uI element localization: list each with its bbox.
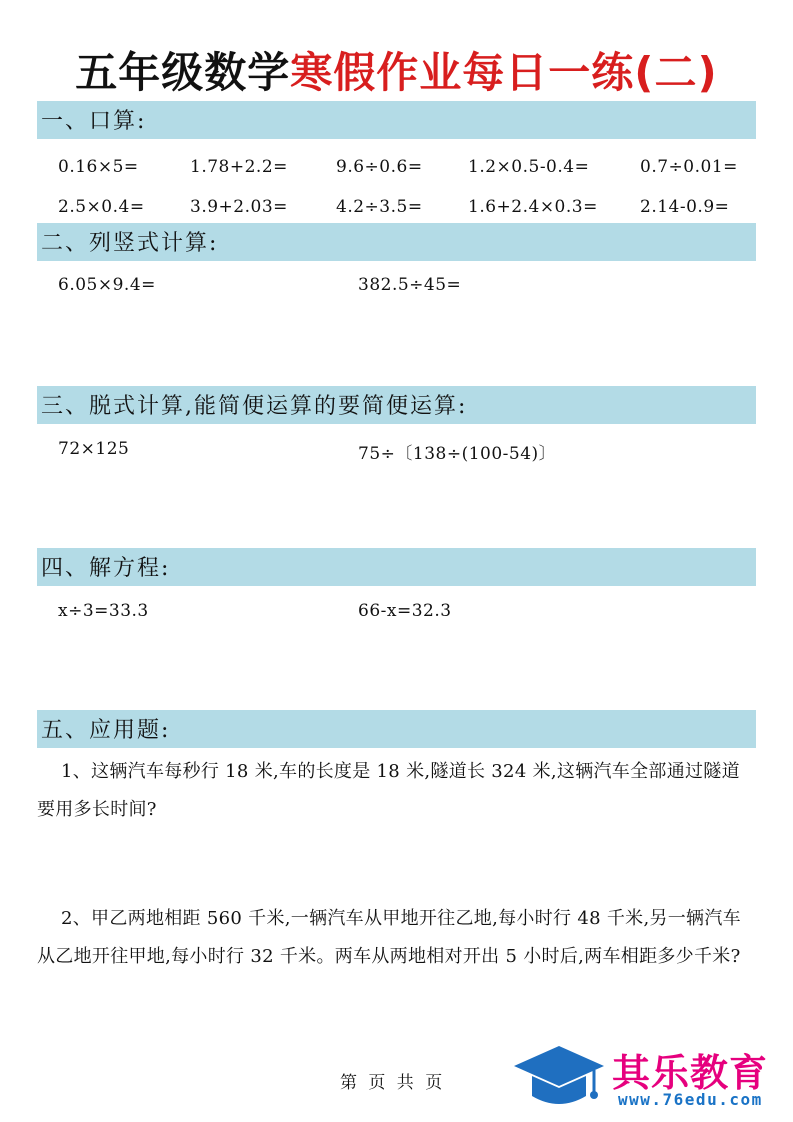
oral-item: 1.78+2.2=: [190, 157, 288, 177]
section-1-header: [37, 101, 756, 139]
stepwise-calc-item: 75÷〔138÷(100-54)〕: [358, 444, 557, 464]
vertical-calc-item: 6.05×9.4=: [58, 275, 156, 295]
stepwise-calc-item: 72×125: [58, 439, 130, 459]
page-title: [0, 40, 793, 100]
section-4-header: [37, 548, 756, 586]
page-footer: 第 页 共 页: [340, 1073, 443, 1093]
logo-url: www.76edu.com: [618, 1090, 763, 1109]
oral-item: 1.2×0.5-0.4=: [468, 157, 590, 177]
equation-item: 66-x=32.3: [358, 601, 452, 621]
oral-item: 3.9+2.03=: [190, 197, 288, 217]
section-5-label: 五、应用题:: [41, 718, 171, 743]
word-problem-2: 2、甲乙两地相距 560 千米,一辆汽车从甲地开往乙地,每小时行 48 千米,另一辆汽车从乙地开往甲地,每小时行 32 千米。两车从两地相对开出 5 小时后,两车相距多少千米?: [37, 908, 741, 967]
graduation-cap-icon: [510, 1040, 608, 1116]
title-part1: 五年级数学: [75, 48, 291, 97]
oral-item: 0.16×5=: [58, 157, 139, 177]
section-3-header: [37, 386, 756, 424]
section-4-label: 四、解方程:: [41, 556, 171, 581]
section-3-label: 三、脱式计算,能简便运算的要简便运算:: [41, 394, 468, 419]
vertical-calc-item: 382.5÷45=: [358, 275, 462, 295]
oral-item: 2.5×0.4=: [58, 197, 145, 217]
title-part2: 寒假作业每日一练(二): [290, 48, 718, 97]
section-2-label: 二、列竖式计算:: [41, 231, 219, 256]
oral-item: 4.2÷3.5=: [336, 197, 423, 217]
oral-item: 0.7÷0.01=: [640, 157, 738, 177]
word-problem-1: 1、这辆汽车每秒行 18 米,车的长度是 18 米,隧道长 324 米,这辆汽车全部通过隧道要用多长时间?: [37, 761, 740, 820]
section-2-header: [37, 223, 756, 261]
oral-item: 2.14-0.9=: [640, 197, 730, 217]
oral-item: 1.6+2.4×0.3=: [468, 197, 598, 217]
section-1-label: 一、口算:: [41, 109, 147, 134]
equation-item: x÷3=33.3: [58, 601, 149, 621]
oral-item: 9.6÷0.6=: [336, 157, 423, 177]
logo-name: 其乐教育: [612, 1051, 769, 1095]
section-5-header: [37, 710, 756, 748]
